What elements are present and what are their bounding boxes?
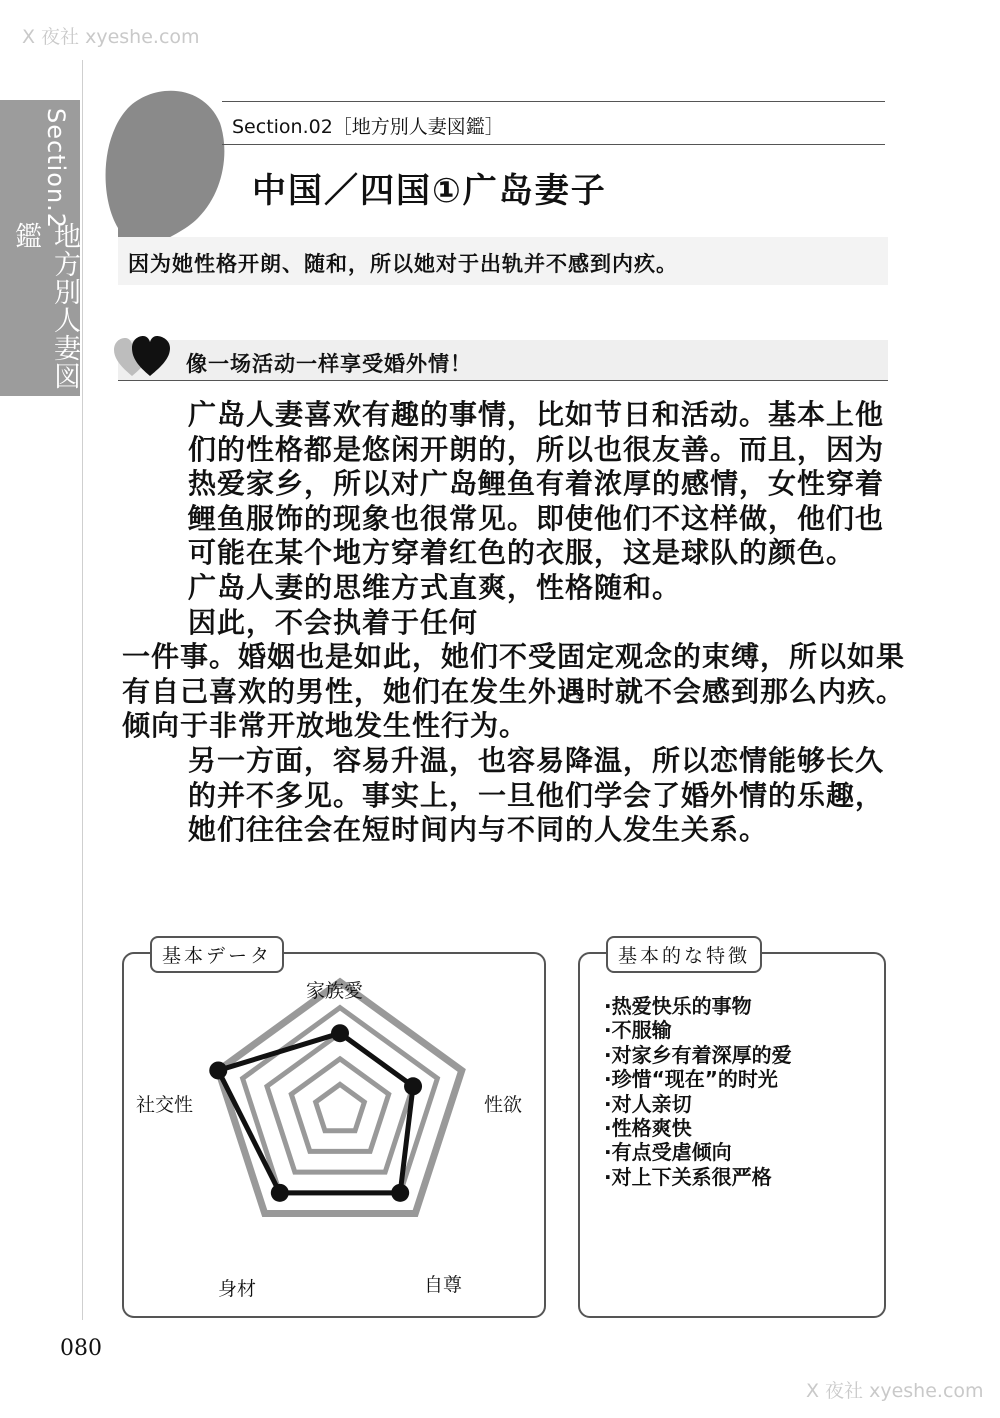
radar-grid-ring [316, 1084, 365, 1130]
side-title: 地方別人妻図鑑 [10, 222, 80, 390]
features-label: 基本的な特徴 [606, 936, 762, 973]
article-body [122, 398, 912, 848]
watermark-bottom: X 夜社 xyeshe.com [806, 1380, 984, 1402]
radar-point [391, 1184, 409, 1202]
section-label: Section.02［地方別人妻図鑑］ [232, 116, 504, 138]
radar-point [209, 1061, 227, 1079]
paragraph-2: 广岛人妻的思维方式直爽，性格随和。因此，不会执着于任何 [188, 570, 682, 639]
woman-silhouette-icon [98, 78, 228, 248]
basic-data-label: 基本データ [150, 936, 284, 973]
paragraph-1: 广岛人妻喜欢有趣的事情，比如节日和活动。基本上他们的性格都是悠闲开朗的，所以也很友善。而且，因为热爱家乡，所以对广岛鲤鱼有着浓厚的感情，女性穿着鲤鱼服饰的现象也很常见。即使他们不这样做，他们也可能在某个地方穿着红色的衣服，这是球队的颜色。 [188, 398, 885, 570]
article-heading: 像一场活动一样享受婚外情！ [186, 352, 472, 376]
margin-rule [82, 60, 83, 1320]
paragraph-4: 另一方面，容易升温，也容易降温，所以恋情能够长久的并不多见。事实上，一旦他们学会了婚外情的乐趣，她们往往会在短时间内与不同的人发生关系。 [188, 743, 885, 847]
feature-item: ·不服输 [604, 1018, 672, 1043]
feature-item: ·有点受虐倾向 [604, 1140, 732, 1165]
radar-axis-label: 身材 [218, 1278, 257, 1300]
section-side-tab [0, 100, 80, 396]
radar-point [331, 1024, 349, 1042]
subtitle: 因为她性格开朗、随和，所以她对于出轨并不感到内疚。 [128, 252, 678, 276]
radar-point [404, 1077, 422, 1095]
side-section-label: Section.2 [42, 108, 70, 230]
radar-axis-label: 性欲 [484, 1094, 523, 1116]
header-bottom-rule [222, 144, 885, 145]
radar-chart [122, 952, 542, 1314]
watermark-top: X 夜社 xyeshe.com [22, 26, 200, 48]
header-top-rule [222, 101, 885, 102]
hearts-icon [114, 336, 174, 380]
radar-grid-ring [218, 982, 461, 1214]
page-number: 080 [60, 1336, 102, 1361]
article-heading-rule [118, 380, 888, 381]
radar-axis-label: 自尊 [424, 1274, 463, 1296]
feature-item: ·性格爽快 [604, 1116, 692, 1141]
radar-axis-label: 社交性 [136, 1094, 194, 1116]
radar-axis-label: 家族愛 [306, 980, 364, 1002]
feature-item: ·对人亲切 [604, 1091, 692, 1116]
features-list [604, 994, 792, 1189]
page-title: 中国／四国①广岛妻子 [252, 171, 607, 211]
feature-item: ·珍惜“现在”的时光 [604, 1067, 778, 1092]
radar-point [271, 1184, 289, 1202]
radar-grid-ring [291, 1059, 388, 1152]
feature-item: ·对上下关系很严格 [604, 1164, 772, 1189]
feature-item: ·热爱快乐的事物 [604, 994, 752, 1018]
paragraph-3: 一件事。婚姻也是如此，她们不受固定观念的束缚，所以如果有自己喜欢的男性，她们在发生外遇时就不会感到那么内疚。倾向于非常开放地发生性行为。 [122, 640, 906, 743]
feature-item: ·对家乡有着深厚的爱 [604, 1042, 792, 1067]
